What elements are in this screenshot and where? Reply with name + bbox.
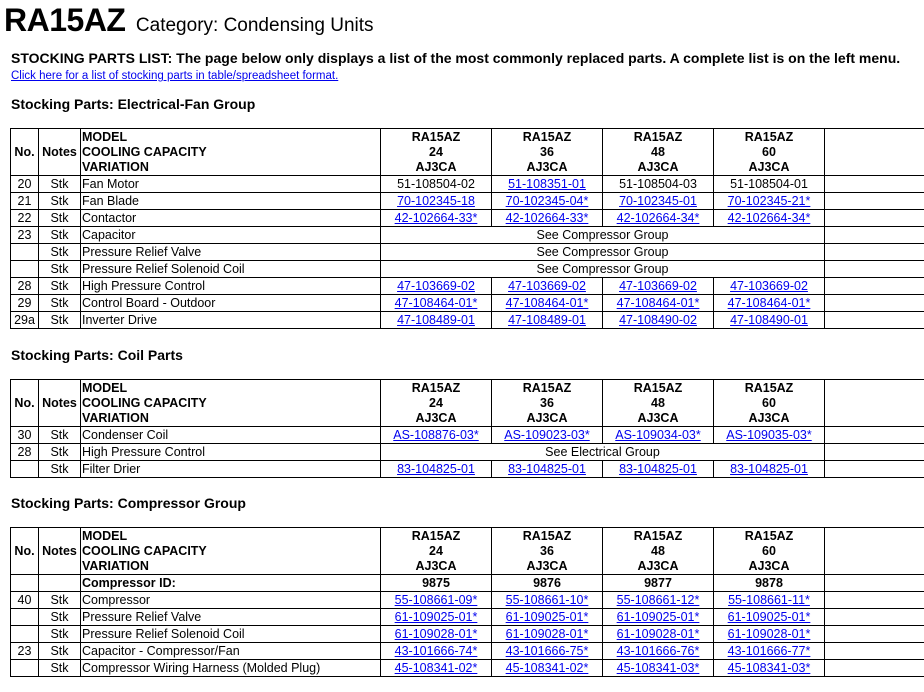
part-number-cell — [492, 643, 603, 660]
part-number-link[interactable]: 61-109028-01* — [394, 626, 478, 641]
part-number-link[interactable]: 47-108464-01* — [394, 295, 478, 310]
blank-column — [825, 592, 924, 609]
part-number-link[interactable]: AS-109034-03* — [615, 427, 701, 442]
part-number-cell — [492, 427, 603, 444]
part-number-link[interactable]: 61-109025-01* — [505, 609, 589, 624]
model-variation: AJ3CA — [415, 410, 457, 425]
part-number-cell — [492, 592, 603, 609]
blank-column — [825, 626, 924, 643]
model-name: RA15AZ — [633, 129, 683, 144]
part-number-cell — [603, 609, 714, 626]
model-name: RA15AZ — [522, 129, 572, 144]
table-row — [11, 227, 924, 244]
part-number-cell: 51-108504-02 — [381, 176, 492, 193]
row-number — [11, 461, 39, 478]
see-group-note: See Compressor Group — [381, 261, 825, 278]
row-number — [11, 244, 39, 261]
model-name: RA15AZ — [411, 129, 461, 144]
row-number — [11, 261, 39, 278]
part-number-link[interactable]: AS-109035-03* — [726, 427, 812, 442]
table-row — [11, 312, 924, 329]
section-title: Stocking Parts: Electrical-Fan Group — [11, 96, 256, 112]
part-number-link[interactable]: 47-108464-01* — [505, 295, 589, 310]
part-number-cell — [603, 312, 714, 329]
part-number-cell — [714, 427, 825, 444]
part-number-link[interactable]: 47-103669-02 — [730, 278, 808, 293]
blank-column — [825, 660, 924, 677]
model-column-header — [381, 528, 492, 575]
model-capacity: 48 — [651, 543, 665, 558]
part-number-cell — [714, 626, 825, 643]
table-row — [11, 643, 924, 660]
part-number-cell — [492, 461, 603, 478]
part-number-cell — [492, 176, 603, 193]
model-column-header — [492, 380, 603, 427]
model-variation: AJ3CA — [526, 159, 568, 174]
table-row — [11, 295, 924, 312]
part-number-cell — [492, 660, 603, 677]
part-number-link[interactable]: 61-109025-01* — [394, 609, 478, 624]
row-notes: Stk — [39, 660, 81, 677]
model-label: MODEL — [82, 528, 128, 543]
table-header-row — [11, 528, 924, 575]
part-number-cell: 51-108504-01 — [714, 176, 825, 193]
part-number-cell — [603, 278, 714, 295]
compressor-id-value: 9877 — [603, 575, 714, 592]
model-column-header — [714, 129, 825, 176]
row-number — [11, 626, 39, 643]
model-column-header — [381, 129, 492, 176]
model-label: VARIATION — [82, 410, 149, 425]
model-title: RA15AZ — [4, 2, 126, 38]
table-row — [11, 193, 924, 210]
row-number — [11, 609, 39, 626]
model-column-header — [714, 528, 825, 575]
col-notes-header: Notes — [39, 528, 81, 575]
compressor-id-label: Compressor ID: — [81, 575, 381, 592]
part-number-cell — [381, 193, 492, 210]
part-number-link[interactable]: 70-102345-01 — [619, 193, 697, 208]
part-description: Pressure Relief Solenoid Coil — [81, 626, 381, 643]
row-number: 40 — [11, 592, 39, 609]
row-number: 28 — [11, 278, 39, 295]
part-number-cell — [714, 312, 825, 329]
part-description: Fan Blade — [81, 193, 381, 210]
part-description: Capacitor - Compressor/Fan — [81, 643, 381, 660]
part-number-link[interactable]: 43-101666-75* — [505, 643, 589, 658]
part-number-cell — [714, 643, 825, 660]
model-label: MODEL — [82, 129, 128, 144]
part-number-cell — [381, 643, 492, 660]
col-model-labels — [81, 129, 381, 176]
row-number: 30 — [11, 427, 39, 444]
part-number-link[interactable]: 43-101666-77* — [727, 643, 811, 658]
part-description: High Pressure Control — [81, 444, 381, 461]
blank-column — [825, 261, 924, 278]
row-number: 23 — [11, 227, 39, 244]
model-variation: AJ3CA — [415, 159, 457, 174]
blank-column — [825, 461, 924, 478]
part-number-link[interactable]: 83-104825-01 — [508, 461, 586, 476]
part-number-link[interactable]: 47-103669-02 — [397, 278, 475, 293]
row-notes: Stk — [39, 295, 81, 312]
model-label: COOLING CAPACITY — [82, 543, 207, 558]
table-row — [11, 461, 924, 478]
blank-column — [825, 295, 924, 312]
part-description: Condenser Coil — [81, 427, 381, 444]
table-row — [11, 660, 924, 677]
table-row — [11, 278, 924, 295]
model-capacity: 60 — [762, 395, 776, 410]
row-notes: Stk — [39, 444, 81, 461]
model-column-header — [492, 129, 603, 176]
row-notes: Stk — [39, 261, 81, 278]
part-number-link[interactable]: 55-108661-12* — [616, 592, 700, 607]
part-number-cell — [603, 427, 714, 444]
compressor-id-value: 9876 — [492, 575, 603, 592]
part-number-link[interactable]: 42-102664-33* — [505, 210, 589, 225]
blank-column — [825, 227, 924, 244]
table-row — [11, 176, 924, 193]
row-notes: Stk — [39, 210, 81, 227]
spreadsheet-link[interactable]: Click here for a list of stocking parts in table/spreadsheet format. — [11, 70, 339, 82]
row-number: 21 — [11, 193, 39, 210]
part-number-cell — [381, 295, 492, 312]
part-description: Pressure Relief Valve — [81, 244, 381, 261]
part-number-link[interactable]: 70-102345-18 — [397, 193, 475, 208]
part-number-link[interactable]: 51-108351-01 — [508, 176, 586, 191]
part-number-cell — [714, 660, 825, 677]
blank-column — [825, 312, 924, 329]
see-group-note: See Electrical Group — [381, 444, 825, 461]
model-capacity: 36 — [540, 144, 554, 159]
model-variation: AJ3CA — [748, 159, 790, 174]
see-group-note: See Compressor Group — [381, 244, 825, 261]
table-row — [11, 609, 924, 626]
compressor-id-value: 9875 — [381, 575, 492, 592]
part-number-cell — [714, 592, 825, 609]
model-column-header — [492, 528, 603, 575]
part-description: Control Board - Outdoor — [81, 295, 381, 312]
part-description: Compressor — [81, 592, 381, 609]
cid-blank — [11, 575, 39, 592]
parts-table — [10, 527, 924, 677]
part-number-cell — [492, 626, 603, 643]
part-number-link[interactable]: 61-109028-01* — [727, 626, 811, 641]
part-number-link[interactable]: 61-109025-01* — [616, 609, 700, 624]
part-description: Fan Motor — [81, 176, 381, 193]
model-variation: AJ3CA — [637, 159, 679, 174]
model-capacity: 60 — [762, 144, 776, 159]
part-number-cell — [714, 193, 825, 210]
part-number-cell — [381, 626, 492, 643]
part-number-link[interactable]: AS-109023-03* — [504, 427, 590, 442]
col-no-header: No. — [11, 528, 39, 575]
part-number-cell — [714, 295, 825, 312]
model-capacity: 36 — [540, 395, 554, 410]
blank-column — [825, 575, 924, 592]
blank-column — [825, 278, 924, 295]
row-number: 29 — [11, 295, 39, 312]
row-notes: Stk — [39, 461, 81, 478]
part-description: Contactor — [81, 210, 381, 227]
table-header-row — [11, 380, 924, 427]
model-name: RA15AZ — [411, 380, 461, 395]
model-capacity: 36 — [540, 543, 554, 558]
model-name: RA15AZ — [744, 129, 794, 144]
blank-column — [825, 444, 924, 461]
section-title: Stocking Parts: Compressor Group — [11, 495, 246, 511]
part-number-link[interactable]: 83-104825-01 — [619, 461, 697, 476]
table-row — [11, 244, 924, 261]
part-description: Capacitor — [81, 227, 381, 244]
part-number-cell — [603, 295, 714, 312]
part-number-cell — [714, 461, 825, 478]
part-number-link[interactable]: 47-108489-01 — [397, 312, 475, 327]
model-column-header — [714, 380, 825, 427]
table-header-row — [11, 129, 924, 176]
part-number-cell — [714, 210, 825, 227]
model-capacity: 60 — [762, 543, 776, 558]
blank-column — [825, 244, 924, 261]
model-variation: AJ3CA — [748, 558, 790, 573]
blank-column — [825, 210, 924, 227]
part-number-cell — [603, 461, 714, 478]
row-number: 29a — [11, 312, 39, 329]
part-description: Filter Drier — [81, 461, 381, 478]
model-column-header — [603, 129, 714, 176]
table-row — [11, 261, 924, 278]
table-row — [11, 626, 924, 643]
model-variation: AJ3CA — [526, 410, 568, 425]
part-number-link[interactable]: 42-102664-33* — [394, 210, 478, 225]
model-label: VARIATION — [82, 558, 149, 573]
part-number-cell — [492, 278, 603, 295]
part-number-link[interactable]: 42-102664-34* — [727, 210, 811, 225]
part-number-link[interactable]: 83-104825-01 — [397, 461, 475, 476]
blank-column — [825, 643, 924, 660]
blank-column — [825, 528, 924, 575]
blank-column — [825, 129, 924, 176]
model-name: RA15AZ — [633, 528, 683, 543]
row-number — [11, 660, 39, 677]
row-notes: Stk — [39, 278, 81, 295]
model-variation: AJ3CA — [415, 558, 457, 573]
part-number-cell — [492, 312, 603, 329]
part-number-cell — [603, 626, 714, 643]
compressor-id-row — [11, 575, 924, 592]
part-number-link[interactable]: 43-101666-76* — [616, 643, 700, 658]
model-capacity: 48 — [651, 144, 665, 159]
col-no-header: No. — [11, 380, 39, 427]
part-number-link[interactable]: 61-109025-01* — [727, 609, 811, 624]
part-number-cell — [714, 278, 825, 295]
row-notes: Stk — [39, 626, 81, 643]
col-notes-header: Notes — [39, 380, 81, 427]
row-notes: Stk — [39, 609, 81, 626]
model-capacity: 24 — [429, 395, 443, 410]
part-number-cell — [492, 295, 603, 312]
table-row — [11, 427, 924, 444]
part-number-cell — [714, 609, 825, 626]
intro-text: STOCKING PARTS LIST: The page below only displays a list of the most commonly replaced parts. A complete list is on the left menu. — [11, 50, 901, 66]
part-description: Inverter Drive — [81, 312, 381, 329]
part-number-cell: 51-108504-03 — [603, 176, 714, 193]
part-number-cell — [603, 210, 714, 227]
part-number-link[interactable]: 47-108464-01* — [616, 295, 700, 310]
part-number-cell — [381, 592, 492, 609]
table-row — [11, 210, 924, 227]
row-notes: Stk — [39, 592, 81, 609]
model-column-header — [381, 380, 492, 427]
part-number-link[interactable]: 45-108341-03* — [616, 660, 700, 675]
model-label: COOLING CAPACITY — [82, 395, 207, 410]
model-variation: AJ3CA — [526, 558, 568, 573]
model-capacity: 48 — [651, 395, 665, 410]
part-number-cell — [381, 609, 492, 626]
part-number-link[interactable]: 55-108661-09* — [394, 592, 478, 607]
part-number-link[interactable]: 70-102345-04* — [505, 193, 589, 208]
part-number-link[interactable]: 83-104825-01 — [730, 461, 808, 476]
part-number-cell — [381, 312, 492, 329]
row-notes: Stk — [39, 176, 81, 193]
model-name: RA15AZ — [522, 528, 572, 543]
page-header — [4, 2, 374, 39]
model-variation: AJ3CA — [637, 558, 679, 573]
row-notes: Stk — [39, 427, 81, 444]
blank-column — [825, 193, 924, 210]
part-number-link[interactable]: 42-102664-34* — [616, 210, 700, 225]
row-notes: Stk — [39, 312, 81, 329]
part-number-link[interactable]: 43-101666-74* — [394, 643, 478, 658]
model-capacity: 24 — [429, 144, 443, 159]
part-description: High Pressure Control — [81, 278, 381, 295]
model-name: RA15AZ — [744, 528, 794, 543]
parts-table — [10, 128, 924, 329]
cid-blank — [39, 575, 81, 592]
model-column-header — [603, 380, 714, 427]
part-number-cell — [381, 427, 492, 444]
row-number: 22 — [11, 210, 39, 227]
row-notes: Stk — [39, 643, 81, 660]
part-number-cell — [492, 193, 603, 210]
part-number-cell — [603, 643, 714, 660]
part-number-cell — [381, 278, 492, 295]
col-model-labels — [81, 528, 381, 575]
part-number-cell — [603, 193, 714, 210]
compressor-id-value: 9878 — [714, 575, 825, 592]
part-number-link[interactable]: 45-108341-02* — [394, 660, 478, 675]
table-row — [11, 444, 924, 461]
model-name: RA15AZ — [633, 380, 683, 395]
col-no-header: No. — [11, 129, 39, 176]
part-number-cell — [603, 660, 714, 677]
col-notes-header: Notes — [39, 129, 81, 176]
part-number-link[interactable]: 47-108464-01* — [727, 295, 811, 310]
part-description: Pressure Relief Valve — [81, 609, 381, 626]
part-number-cell — [381, 210, 492, 227]
row-number: 28 — [11, 444, 39, 461]
blank-column — [825, 176, 924, 193]
category-label: Category: Condensing Units — [135, 15, 374, 36]
parts-table — [10, 379, 924, 478]
model-variation: AJ3CA — [637, 410, 679, 425]
row-number: 23 — [11, 643, 39, 660]
blank-column — [825, 380, 924, 427]
blank-column — [825, 427, 924, 444]
part-number-link[interactable]: 47-103669-02 — [508, 278, 586, 293]
part-number-link[interactable]: 45-108341-02* — [505, 660, 589, 675]
part-description: Compressor Wiring Harness (Molded Plug) — [81, 660, 381, 677]
col-model-labels — [81, 380, 381, 427]
model-name: RA15AZ — [522, 380, 572, 395]
part-number-link[interactable]: 61-109028-01* — [505, 626, 589, 641]
model-capacity: 24 — [429, 543, 443, 558]
section-title: Stocking Parts: Coil Parts — [11, 347, 183, 363]
part-number-cell — [492, 210, 603, 227]
row-number: 20 — [11, 176, 39, 193]
model-label: MODEL — [82, 380, 128, 395]
model-name: RA15AZ — [744, 380, 794, 395]
part-number-link[interactable]: 47-108490-01 — [730, 312, 808, 327]
model-label: VARIATION — [82, 159, 149, 174]
row-notes: Stk — [39, 227, 81, 244]
part-number-link[interactable]: 55-108661-10* — [505, 592, 589, 607]
part-number-cell — [381, 660, 492, 677]
part-number-link[interactable]: 45-108341-03* — [727, 660, 811, 675]
model-name: RA15AZ — [411, 528, 461, 543]
table-row — [11, 592, 924, 609]
part-number-link[interactable]: 47-108489-01 — [508, 312, 586, 327]
part-number-cell — [381, 461, 492, 478]
part-number-link[interactable]: 47-108490-02 — [619, 312, 697, 327]
part-number-link[interactable]: 70-102345-21* — [727, 193, 811, 208]
row-notes: Stk — [39, 244, 81, 261]
see-group-note: See Compressor Group — [381, 227, 825, 244]
blank-column — [825, 609, 924, 626]
stocking-intro — [11, 50, 916, 84]
part-number-cell — [603, 592, 714, 609]
part-number-cell — [492, 609, 603, 626]
model-column-header — [603, 528, 714, 575]
model-variation: AJ3CA — [748, 410, 790, 425]
part-number-link[interactable]: 61-109028-01* — [616, 626, 700, 641]
part-number-link[interactable]: 55-108661-11* — [728, 592, 810, 607]
row-notes: Stk — [39, 193, 81, 210]
part-description: Pressure Relief Solenoid Coil — [81, 261, 381, 278]
part-number-link[interactable]: AS-108876-03* — [393, 427, 479, 442]
part-number-link[interactable]: 47-103669-02 — [619, 278, 697, 293]
model-label: COOLING CAPACITY — [82, 144, 207, 159]
